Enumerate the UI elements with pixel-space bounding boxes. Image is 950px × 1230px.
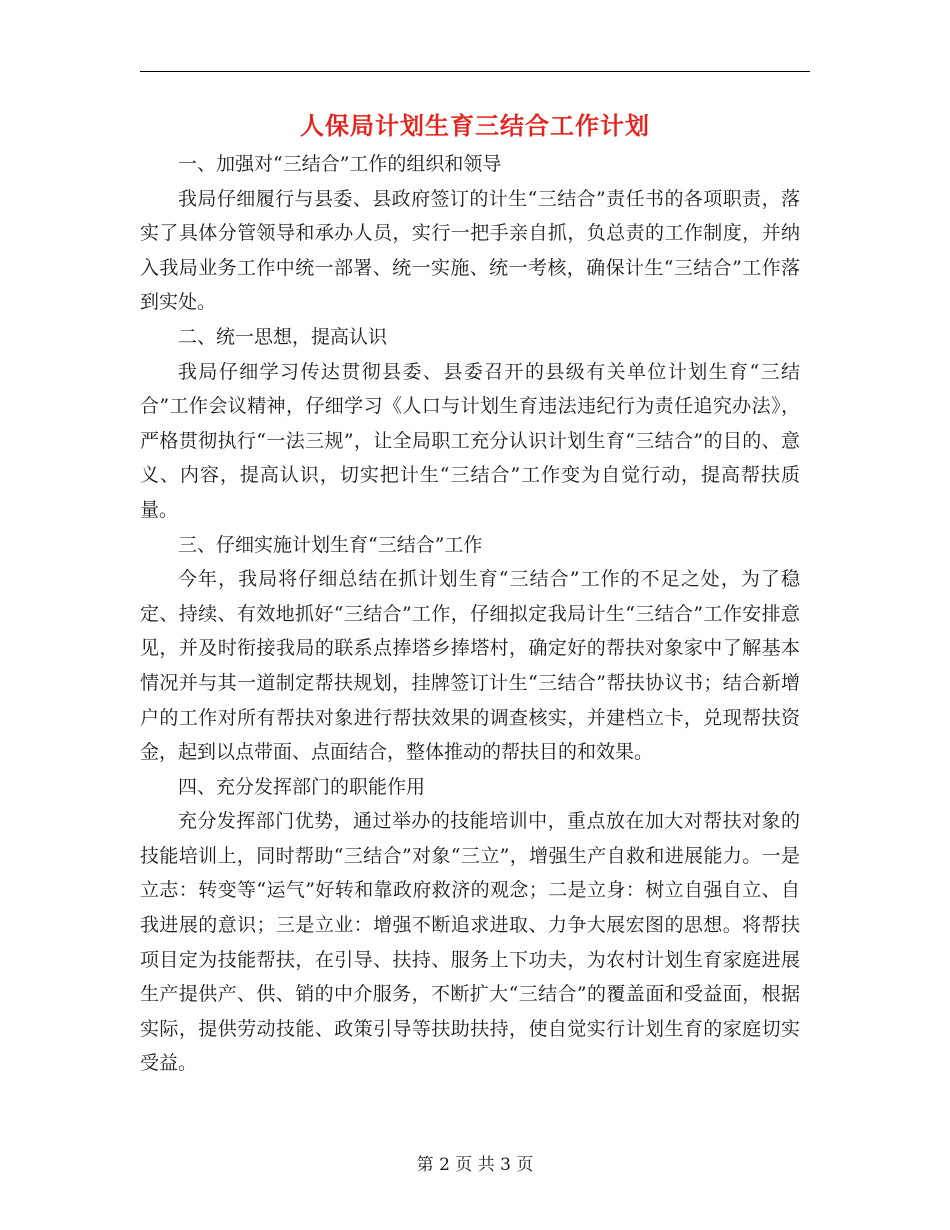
document-title: 人保局计划生育三结合工作计划 [300,111,650,140]
section-heading-1: 一、加强对“三结合”工作的组织和领导 [178,153,502,175]
page-number: 第 2 页 共 3 页 [416,1155,534,1175]
section-paragraph-2: 我局仔细学习传达贯彻县委、县委召开的县级有关单位计划生育“三结合”工作会议精神，仔细学习《人口与计划生育违法违纪行为责任追究办法》，严格贯彻执行“一法三规”，让全局职工充分认识计划生育“三结合”的目的、意义、内容，提高认识，切实把计生“三结合”工作变为自觉行动，提高帮扶质量。 [140,360,800,521]
section-heading-4: 四、充分发挥部门的职能作用 [178,775,426,798]
section-heading-3: 三、仔细实施计划生育“三结合”工作 [178,533,483,556]
document-body [140,147,800,1081]
section-paragraph-3: 今年，我局将仔细总结在抓计划生育“三结合”工作的不足之处，为了稳定、持续、有效地抓好“三结合”工作，仔细拟定我局计生“三结合”工作安排意见，并及时衔接我局的联系点捧塔乡捧塔村，确定好的帮扶对象家中了解基本情况并与其一道制定帮扶规划，挂牌签订计生“三结合”帮扶协议书；结合新增户的工作对所有帮扶对象进行帮扶效果的调查核实，并建档立卡，兑现帮扶资金，起到以点带面、点面结合，整体推动的帮扶目的和效果。 [140,568,800,764]
section-paragraph-1: 我局仔细履行与县委、县政府签订的计生“三结合”责任书的各项职责，落实了具体分管领导和承办人员，实行一把手亲自抓，负总责的工作制度，并纳入我局业务工作中统一部署、统一实施、统一考核，确保计生“三结合”工作落到实处。 [140,187,800,314]
header-rule [140,71,810,72]
section-paragraph-4: 充分发挥部门优势，通过举办的技能培训中，重点放在加大对帮扶对象的技能培训上，同时帮助“三结合”对象“三立”，增强生产自救和进展能力。一是立志：转变等“运气”好转和靠政府救济的观念；二是立身：树立自强自立、自我进展的意识；三是立业：增强不断追求进取、力争大展宏图的思想。将帮扶项目定为技能帮扶，在引导、扶持、服务上下功夫，为农村计划生育家庭进展生产提供产、供、销的中介服务，不断扩大“三结合”的覆盖面和受益面，根据实际，提供劳动技能、政策引导等扶助扶持，使自觉实行计划生育的家庭切实受益。 [140,810,800,1075]
section-heading-2: 二、统一思想，提高认识 [178,325,388,348]
